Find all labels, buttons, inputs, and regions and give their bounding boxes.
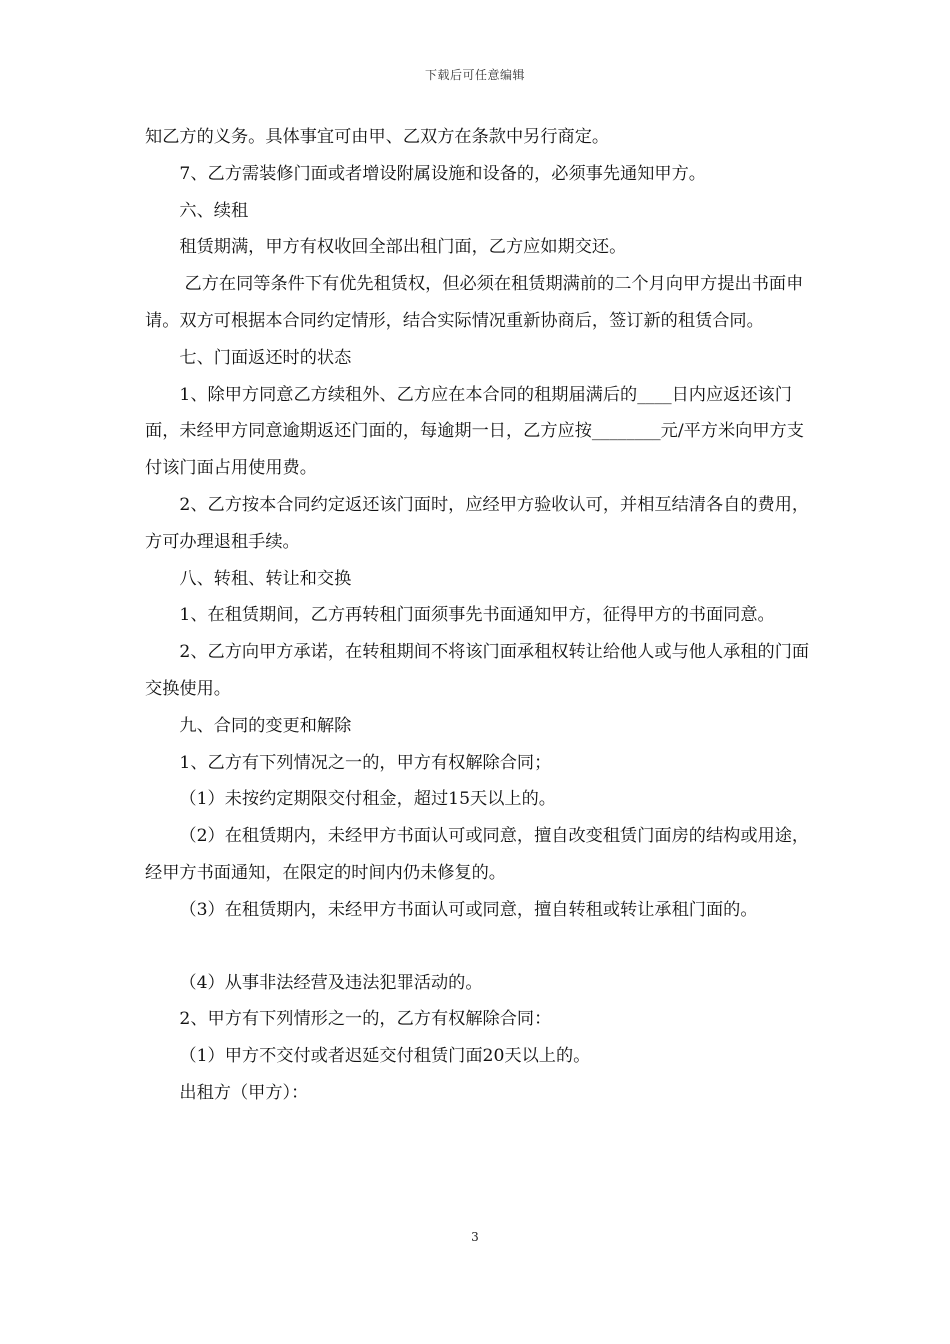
signature-line: 出租方（甲方）： (179, 1082, 309, 1103)
list-item: （1）未按约定期限交付租金，超过15天以上的。 (179, 789, 556, 810)
blank-line (145, 929, 813, 965)
section-heading: 九、合同的变更和解除 (179, 715, 352, 736)
list-item: （4）从事非法经营及违法犯罪活动的。 (179, 972, 483, 993)
paragraph: 2、乙方按本合同约定返还该门面时，应经甲方验收认可，并相互结清各自的费用，方可办理退租手续。 (145, 494, 810, 552)
paragraph: 知乙方的义务。具体事宜可由甲、乙双方在条款中另行商定。 (145, 127, 610, 147)
paragraph: 租赁期满，甲方有权收回全部出租门面，乙方应如期交还。 (179, 237, 627, 258)
paragraph: 1、除甲方同意乙方续租外、乙方应在本合同的租期届满后的____日内应返还该门面，未经甲方同意逾期返还门面的，每逾期一日，乙方应按________元/平方米向甲方支付该门面占用使用费。 (145, 384, 804, 479)
section-heading: 七、门面返还时的状态 (179, 347, 352, 368)
list-item: （3）在租赁期内，未经甲方书面认可或同意，擅自转租或转让承租门面的。 (179, 899, 758, 920)
list-item: （2）在租赁期内，未经甲方书面认可或同意，擅自改变租赁门面房的结构或用途，经甲方书面通知，在限定的时间内仍未修复的。 (145, 826, 810, 883)
section-heading: 六、续租 (179, 200, 249, 221)
paragraph: 2、乙方向甲方承诺，在转租期间不将该门面承租权转让给他人或与他人承租的门面交换使用。 (145, 642, 810, 699)
section-heading: 八、转租、转让和交换 (179, 568, 352, 589)
list-item: （1）甲方不交付或者迟延交付租赁门面20天以上的。 (179, 1046, 591, 1067)
paragraph: 2、甲方有下列情形之一的，乙方有权解除合同： (179, 1009, 552, 1030)
page-number: 3 (471, 1230, 479, 1244)
document-body (145, 119, 813, 1112)
paragraph: 乙方在同等条件下有优先租赁权，但必须在租赁期满前的二个月向甲方提出书面申请。双方可根据本合同约定情形，结合实际情况重新协商后，签订新的租赁合同。 (145, 274, 804, 331)
paragraph: 1、在租赁期间，乙方再转租门面须事先书面通知甲方，征得甲方的书面同意。 (179, 605, 775, 626)
paragraph: 1、乙方有下列情况之一的，甲方有权解除合同； (179, 752, 552, 773)
paragraph: 7、乙方需装修门面或者增设附属设施和设备的，必须事先通知甲方。 (179, 163, 706, 184)
page-header: 下载后可任意编辑 (424, 68, 525, 82)
